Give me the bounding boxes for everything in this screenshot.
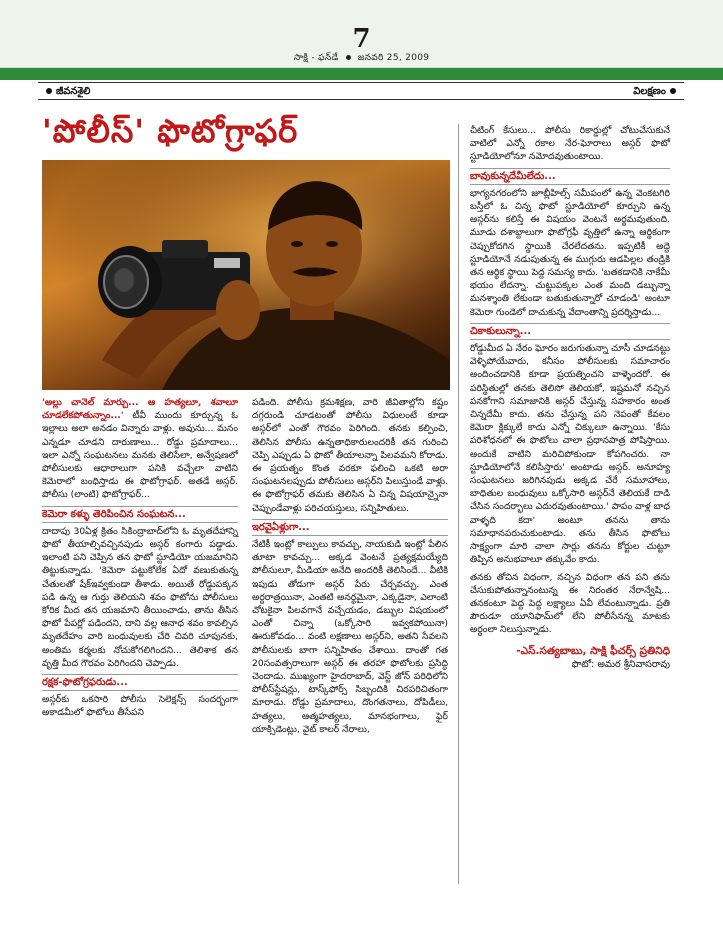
- byline: -ఎస్.సత్యబాబు, సాక్షి ఫీచర్స్ ప్రతినిధి: [516, 644, 670, 657]
- photo-credit: ఫొటో: అమర శ్రీనివాసరావు: [571, 658, 670, 670]
- paragraph: చీటింగ్ కేసులు... పోలీసు రికార్డుల్లో చోటుచేసుకునే వాటిలో ఎన్నో రకాల నేర-ఘోరాలు అస్గర్ ఫొటో స్టూడియోలోనూ నమోదవుతుంటాయి.: [470, 125, 670, 163]
- paragraph: రోడ్డుమీద ఏ నేరం ఘోరం జరుగుతున్నా చూసీ చూడనట్టు వెళ్ళిపోయేవారు, కనీసం పోలీసులకు సమాచారం అందించడానికి కూడా ప్రయత్నించని వాళ్ళెందరో. ఈ పరిస్థితుల్లో తనకు తెలిసో తెలియకో, ఇష్టమనో నచ్చిన పనకోగాని సమాజానికి అస్గర్ చేస్తున్న సహకారం అంత చిన్నదేమీ కాదు. తను చేస్తున్న పని నెపంతో కేవలం కెమెరా క్లిక్కులే కాదు ఎన్నో చిక్కులూ ఉన్నాయి. 'కేసు పరిశోధనలో ఈ ఫొటోలు చాలా ప్రధానపాత్ర పోషిస్తాయి. అందుకే వాటిని మరిచిపోకుండా కోపగించరు. నా స్టూడియోలోనే కలిసేస్తారు' అంటాడు అస్గర్. అనూహ్య సంఘటనలు జరిగినపుడు అక్కడ చేరే సమూహాలు, బాధితుల బంధువులు ఒక్కోసారి అస్గర్‌నే తెలియకే దాడి చేసిన సందర్భాలు ఎదురవుతుంటాయి.' పాపం వాళ్ల బాధ వాళ్ళది కదా' అంటూ తనను తాను సమాధానపరుచుకుంటాడు. తను తీసిన ఫొటోలు సాక్ష్యంగా మారి చాలా సార్లు తనను కోర్టుల చుట్టూ తిప్పిన అనుభవాలూ తక్కువేం కాదు.: [470, 343, 670, 566]
- article-headline: 'పోలీస్' ఫొటోగ్రాఫర్: [42, 112, 299, 150]
- column-divider: [458, 124, 459, 884]
- subheading: రక్షక-ఫొటోగ్రఫరుడు...: [42, 674, 238, 691]
- article-column-3: [470, 124, 670, 671]
- article-column-1: [42, 396, 238, 720]
- section-label-left: జీవనశైలి: [42, 85, 90, 99]
- section-label-right: విలక్షణం: [633, 85, 680, 99]
- subheading: బావుకున్నదేమీలేదు...: [470, 168, 670, 185]
- subheading: ఇరవైఏళ్లుగా...: [252, 519, 448, 536]
- dateline: సాక్షి - ఫన్‌డే జనవరి 25, 2009: [293, 53, 430, 63]
- article-column-2: [252, 396, 448, 736]
- paper-name: సాక్షి: [293, 53, 309, 63]
- bullet-icon: [670, 88, 676, 94]
- photographer-with-camera-image: [42, 160, 450, 390]
- bullet-icon: [46, 88, 52, 94]
- paragraph: దాదాపు 30ఏళ్ల క్రితం సికింద్రాబాద్‌లోని ఓ మృతదేహాన్ని ఫొటో తీయాల్సివచ్చినపుడు అస్గర్ కంగారు పడ్డాడు. ఇలాంటి పని చెప్పిన తన ఫొటో స్టూడియో యజమానిని తిట్టుకున్నాడు. 'కెమెరా పట్టుకోలేక ఏదో వణుకుతున్న చేతులతో షేక్‌ఇవ్వకుండా తీశాడు. అయితే రోడ్డుపక్కన పడి ఉన్న ఆ గుర్తు తెలియని శవం ఫొటోను పోలీసులు కోరిక మీద తన యజమాని తీయించాడు, తాను తీసిన ఫొటో పేపర్లో పడిందని, దాని వల్ల ఆనాధ శవం కావల్సిన మృతదేహం వారి బంధువులకు చేరి చివరి చూపునకు, అంతిమ కర్మలకు నోచుకోగలిగిందని... తెలిశాక తన వృత్తి మీద గౌరవం పెరిగిందని చెప్పాడు.: [42, 525, 238, 669]
- paragraph: తనకు తోచిన విధంగా, నచ్చిన విధంగా తన పని తను చేసుకుపోతున్నానంటున్న ఈ నిరంతర నేరాన్వేషి... తనకంటూ పెద్ద పెద్ద లక్ష్యాలు ఏవీ లేవంటున్నాడు. ప్రతి పౌరుడూ యూనిఫామ్‌లో లేని పోలీసేనన్న మాటకు అర్థంలా నిలుస్తున్నాడు.: [470, 571, 670, 636]
- paragraph: టీవీ ముందు కూర్చున్న ఓ ఇల్లాలు అలా అనడం విన్నారు వాళ్లు. అవును... మనం ఎన్నడూ చూడని దారుణాలు... రోడ్డు ప్రమాదాలు... ఇలా ఎన్నో సంఘటనలు మనకు తెలిసేలా, అన్వేషణలో పోలీసులకు ఆధారాలుగా పనికి వచ్చేలా వాటిని కెమెరాలో బంధిస్తాడు ఈ ఫొటోగ్రాఫర్. అతడే అస్గర్. పోలీసు (లాంటి) ఫొటోగ్రాఫర్...: [42, 410, 238, 501]
- green-band: [0, 68, 723, 80]
- paragraph: పడింది. పోలీసు క్రమశిక్షణ, వారి జీవితాల్లోని కష్టం దగ్గరుండి చూడటంతో పోలీసు విధులంటే కూడా అస్గర్‌లో ఎంతో గౌరవం పెరిగింది. తనకు కల్పించి, తెలిసిన పోలీసు ఉన్నతాధికారులందరికీ తన గురించి చెప్పి ఎప్పుడు ఏ ఫొటో తీయాలన్నా పిలవమని కోరాడు. ఈ ప్రయత్నం కొంత వరకూ ఫలించి ఒకటి అరా సంఘటనలప్పుడు పోలీసులు అస్గర్‌ని పిలుస్తుండే వాళ్లు. ఈ ఫొటోగ్రాఫర్ తమకు తెలిసిన ఏ చిన్న విషయాన్నైనా చెప్పుండేవాళ్లు పరిచయస్తులు, సన్నిహితులు.: [252, 397, 448, 514]
- paragraph: అస్గర్‌కు ఒకసారి పోలీసు సెలెక్షన్స్ సందర్భంగా అకాడమీలో ఫొటోలు తీసేపని: [42, 694, 238, 719]
- article-photo: [42, 160, 450, 390]
- masthead: [0, 0, 723, 68]
- dot-icon: [346, 55, 351, 60]
- subheading: చికాకులున్నా...: [470, 323, 670, 340]
- article-intro: 'అల్లు చానెల్ మార్చు... ఆ హత్యలూ, శవాలూ చూడలేకపోతున్నాం...': [42, 397, 238, 422]
- paragraph: నేటికీ ఇంట్లో కాల్పులు కావచ్చు, నాయకుడి ఇంట్లో పేలిన తూటా కావచ్చు... అక్కడ వెంటనే ప్రత్యక్షమయ్యేది పోలీసులూ, మీడియా అనేది అందరికీ తెలిసిందే... వీటికి ఇపుడు తోడుగా అస్గర్ పేరు చేర్చవచ్చు. ఎంత అర్ధరాత్రయినా, ఎంతటి అనర్థమైనా, ఎక్కడైనా, ఎలాంటి చోటకైనా పిలవగానే వచ్చేయడం, డబ్బుల విషయంలో ఎంతో చిన్నా (ఒక్కోసారి ఇవ్వకపోయినా) ఊరుకోవడం... వంటి లక్షణాలు అస్గర్‌ని, అతని సేవలని పోలీసులకు బాగా సన్నిహితం చేశాయి. దాంతో గత 20సంవత్సరాలుగా అస్గర్ ఈ తరహా ఫొటోలకు ప్రసిద్ధి చెందాడు. ముఖ్యంగా హైదరాబాద్, వెస్ట్ జోన్ పరిధిలోని పోలీస్‌స్టేషన్లు, టాస్క్‌ఫోర్స్ సిబ్బందికి చిరపరిచితంగా మారాడు. రోడ్డు ప్రమాదాలు, దొంగతనాలు, దోపిడీలు, హత్యలు, ఆత్మహత్యలు, మానభంగాలు, ఫైర్ యాక్సిడెంట్లు, వైట్ కాలర్ నేరాలు,: [252, 539, 448, 735]
- issue-date: జనవరి 25, 2009: [357, 53, 430, 63]
- section-bar: [38, 82, 684, 100]
- paragraph: భాగ్యనగరంలోని జూబ్లీహిల్స్ సమీపంలో ఉన్న వెంకటగిరి బస్తీలో ఓ చిన్న ఫొటో స్టూడియోలో కూర్చుని ఉన్న అస్గర్‌ను కలిస్తే ఈ విషయం వెంటనే అర్థమవుతుంది. మూడు దశాబ్దాలుగా ఫొటోగ్రఫీ వృత్తిలో ఉన్నా ఆర్థికంగా చెప్పుకోదగిన స్థాయికి చేరలేదతను. ఇప్పటికీ అద్దె స్టూడియోనే నడుపుతున్న ఈ ముగ్గురు ఆడపిల్లల తండ్రికి తన ఆర్థిక స్థాయి పెద్ద సమస్య కాదు. 'బతకడానికి నాకేమీ భయం లేదన్నా. చుట్టుపక్కల ఎంత మంది డబ్బున్నా మనశ్శాంతి లేకుండా బతుకుతున్నారో చూడండి' అంటూ కెమెరా గుండెలో దాచుకున్న వేదాంతాన్ని ప్రదర్శిస్తాడు...: [470, 187, 670, 318]
- page-number: 7: [352, 24, 371, 54]
- subheading: కెమెరా కళ్ళు తెరిపించిన సంఘటన...: [42, 506, 238, 523]
- section-day: ఫన్‌డే: [318, 53, 339, 63]
